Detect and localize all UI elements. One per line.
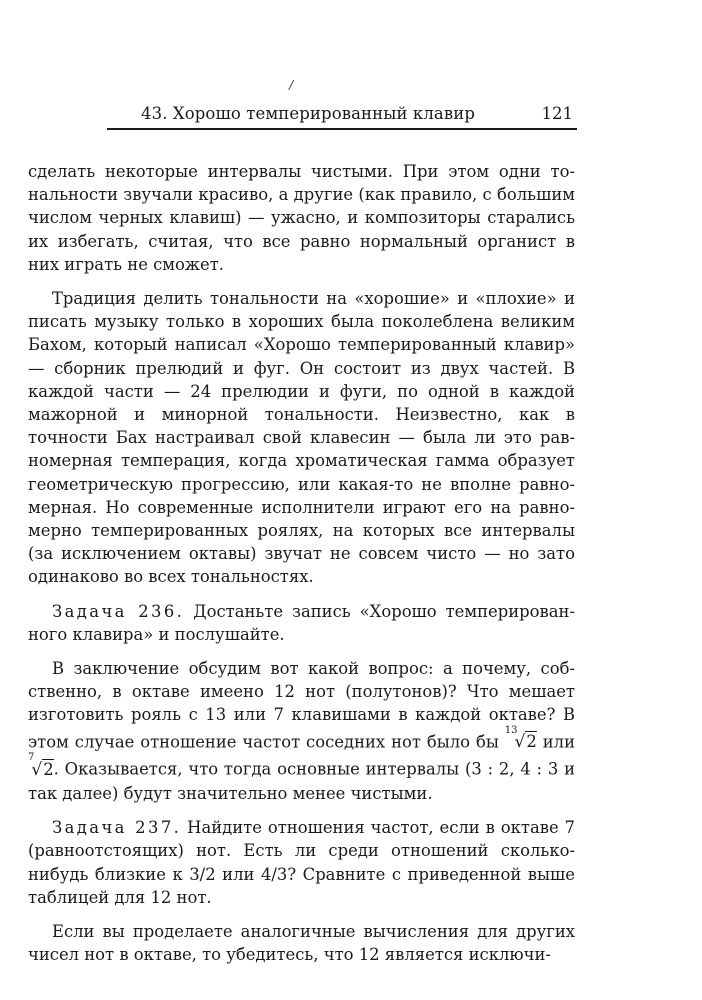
root-7-radicand: 2 bbox=[43, 759, 54, 779]
root-7-index: 7 bbox=[28, 752, 35, 764]
radical-sign-icon: √ bbox=[514, 732, 526, 753]
task-237 bbox=[28, 816, 575, 909]
radical-sign-icon: √ bbox=[31, 759, 43, 780]
paragraph-1: сделать некоторые интервалы чистыми. При этом одни тональности звучали красиво, а другие (как правило, с большим числом черных клавиш) — ужасно, и композиторы старались их избегать, считая, что все равно нормальный органист в них играть не сможет. bbox=[28, 162, 575, 274]
running-header bbox=[107, 104, 577, 126]
task-236-text: Достаньте запись «Хорошо темперированного клавира» и послушайте. bbox=[28, 601, 575, 644]
paragraph-3-or: или bbox=[542, 732, 575, 752]
paragraph-2: Традиция делить тональности на «хорошие» и «плохие» и писать музыку только в хороших была поколеблена великим Бахом, который написал «Хорошо темперированный клавир» — сборник прелюдий и фуг. Он состоит из двух частей. В каждой части — 24 прелюдии и фуги, по одной в каждой мажорной и минорной тональности. Неизвестно, как в точности Бах настраивал свой клавесин — была ли это равномерная темперация, когда хроматическая гамма образует геометрическую прогрессию, или какая-то не вполне равномерная. Но современные исполнители играют его на равномерно темперированных роялях, на которых все интервалы (за исключением октавы) звучат не совсем чисто — но зато одинаково во всех тональностях. bbox=[28, 289, 575, 587]
root-13-of-2 bbox=[504, 724, 537, 753]
task-237-label: Задача 237. bbox=[52, 818, 182, 838]
task-237-text: Найдите отношения частот, если в октаве 7 (равноотстоящих) нот. Есть ли среди отношений сколько-нибудь близкие к 3/2 или 4/3? Сравните с приведенной выше таблицей для 12 нот. bbox=[28, 818, 575, 907]
page-body bbox=[28, 160, 575, 966]
section-title: 43. Хорошо темперированный клавир bbox=[141, 104, 476, 123]
root-7-of-2 bbox=[28, 752, 54, 780]
task-236 bbox=[28, 600, 575, 646]
task-236-label: Задача 236. bbox=[52, 601, 185, 621]
paragraph-3-part2: . Оказывается, что тогда основные интервалы (3 : 2, 4 : 3 и так далее) будут значительно менее чистыми. bbox=[28, 759, 575, 804]
header-rule bbox=[107, 128, 577, 130]
paragraph-4: Если вы проделаете аналогичные вычисления для других чисел нот в октаве, то убедитесь, что 12 является исключи- bbox=[28, 922, 575, 965]
paragraph-3-part1: В заключение обсудим вот какой вопрос: а почему, собственно, в октаве имеено 12 нот (полутонов)? Что мешает изготовить рояль с 13 или 7 клавишами в каждой октаве? В этом случае отношение частот соседних нот было бы bbox=[28, 659, 575, 752]
root-13-index: 13 bbox=[504, 724, 518, 736]
page-number: 121 bbox=[541, 104, 573, 123]
paragraph-3 bbox=[28, 657, 575, 805]
stray-pen-mark: / bbox=[287, 77, 295, 94]
root-13-radicand: 2 bbox=[526, 732, 537, 752]
